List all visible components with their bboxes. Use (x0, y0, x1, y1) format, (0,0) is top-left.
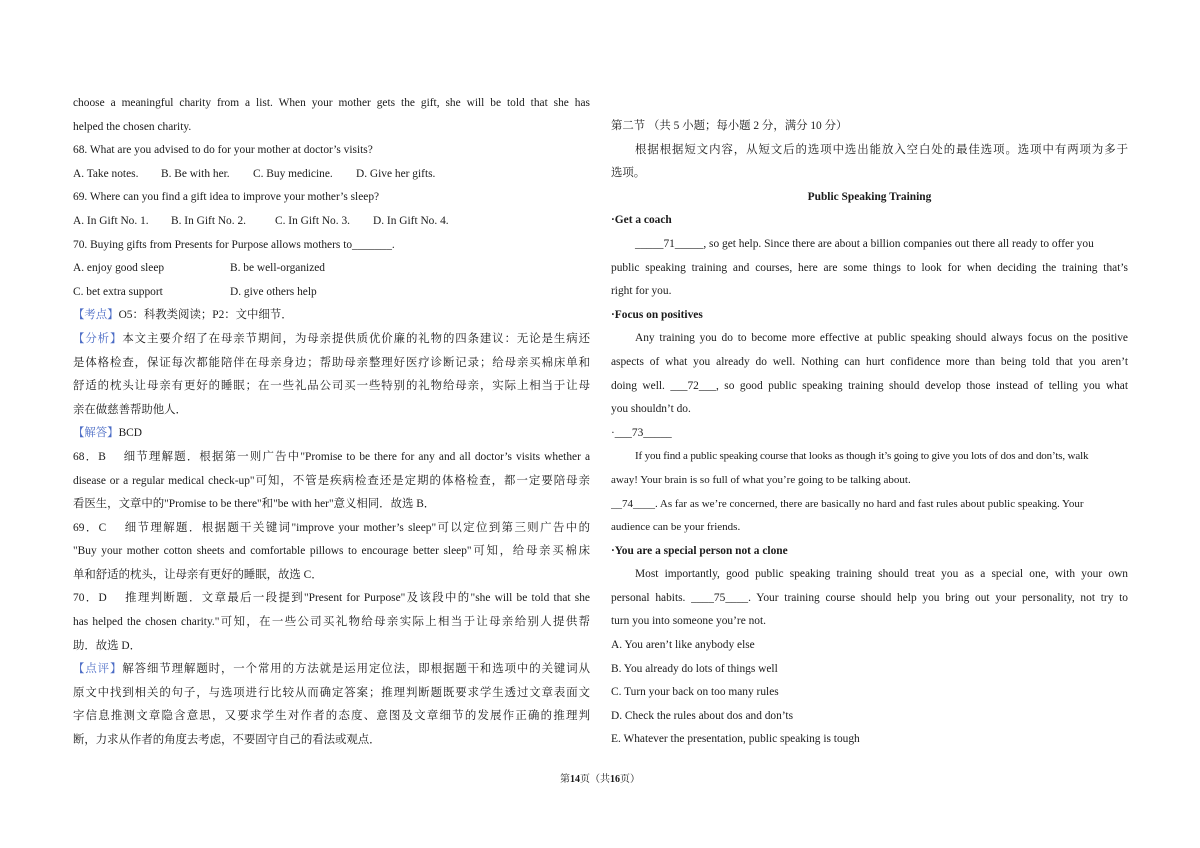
answer-69-line-3: 单和舒适的枕头，让母亲有更好的睡眠，故选 C． (73, 568, 323, 581)
instructions-line-1: 根据根据短文内容，从短文后的选项中选出能放入空白处的最佳选项。选项中有两项为多于 (635, 143, 1128, 156)
answer-68-line-2: disease or a regular medical check-up"可知，不管是疾病检查还是定期的体格检查，都一定要陪母亲 (73, 474, 590, 487)
question-69-options (73, 210, 590, 234)
footer-total-pages: 16 (610, 774, 620, 785)
dianping-text-1: 解答细节理解题时，一个常用的方法就是运用定位法，即根据题干和选项中的关键词从 (122, 663, 590, 676)
answer-69-line-1: 69．C 细节理解题．根据题干关键词"improve your mother’s sleep"可以定位到第三则广告中的 (73, 521, 590, 534)
jieda-tag: 【解答】 (73, 427, 119, 440)
paragraph-2-line-4: you shouldn’t do. (611, 403, 691, 416)
paragraph-2-text-post: , so good public speaking training should develop those instead of telling you what (715, 379, 1128, 392)
passage-tail-line-2: helped the chosen charity. (73, 120, 192, 133)
question-68: 68. What are you advised to do for your mother at doctor’s visits? (73, 144, 373, 157)
section-heading: 第二节 （共 5 小题；每小题 2 分，满分 10 分） (611, 120, 848, 132)
dianping-line-2: 原文中找到相关的句子，与选项进行比较从而确定答案；推理判断题既要求学生透过文章表面文 (73, 686, 590, 699)
paragraph-4-line-1 (611, 493, 1128, 517)
q68-option-d: D. Give her gifts. (356, 167, 436, 180)
fenxi-line-4: 亲在做慈善帮助他人． (73, 403, 187, 416)
q69-option-d: D. In Gift No. 4. (373, 214, 449, 227)
answer-68-line-1: 68．B 细节理解题．根据第一则广告中"Promise to be there for any and all doctor’s visits whether a (73, 450, 590, 463)
heading-blank-73: ·___73_____ (611, 426, 672, 439)
fenxi-tag: 【分析】 (73, 332, 123, 345)
paragraph-5-text-post: . Your training course should help you bring out your personality, not try to (748, 591, 1128, 604)
question-70-options-row-2 (73, 281, 590, 305)
paragraph-2-line-2: aspects of what you already do well. Nothing can hurt confidence more than being told that you aren’t (611, 355, 1128, 368)
paragraph-1-line-3: right for you. (611, 285, 672, 298)
q69-option-c: C. In Gift No. 3. (275, 214, 350, 227)
q70-option-a: A. enjoy good sleep (73, 262, 165, 275)
q70-option-d: D. give others help (230, 285, 317, 298)
left-column (73, 92, 590, 753)
paragraph-5-line-3: turn you into someone you’re not. (611, 615, 767, 628)
paragraph-1-line-1 (611, 233, 1128, 257)
footer-post: 页） (620, 774, 640, 785)
heading-get-a-coach: ·Get a coach (611, 214, 672, 227)
q68-option-c: C. Buy medicine. (253, 167, 333, 180)
paragraph-2-line-1: Any training you do to become more effective at public speaking should always focus on the positive (635, 332, 1128, 345)
option-b: B. You already do lots of things well (611, 662, 778, 675)
paragraph-5-line-2 (611, 587, 1128, 611)
blank-72: ___72___ (670, 379, 716, 392)
question-70-options-row-1 (73, 257, 590, 281)
right-column (611, 115, 1128, 752)
paragraph-1-text-a: , so get help. Since there are about a billion companies out there all ready to offer you (703, 237, 1094, 250)
dianping-line-1 (73, 658, 590, 682)
footer-mid: 页（共 (580, 774, 610, 785)
answer-70-line-1: 70．D 推理判断题．文章最后一段提到"Present for Purpose"及该段中的"she will be told that she (73, 592, 590, 605)
dianping-tag: 【点评】 (73, 663, 123, 676)
paragraph-5-line-1: Most importantly, good public speaking training should treat you as a special one, with your own (635, 568, 1128, 581)
q68-option-b: B. Be with her. (161, 167, 230, 180)
answer-69-line-2: "Buy your mother cotton sheets and comfortable pillows to encourage better sleep"可知，给母亲买棉床 (73, 545, 590, 558)
footer-pre: 第 (560, 774, 570, 785)
passage-title: Public Speaking Training (807, 190, 932, 203)
blank-74: __74____ (611, 497, 655, 510)
q69-option-b: B. In Gift No. 2. (171, 214, 246, 227)
question-68-options (73, 163, 590, 187)
paragraph-2-text-pre: doing well. (611, 379, 671, 392)
q70-option-b: B. be well-organized (230, 262, 325, 275)
paragraph-3-line-2: away! Your brain is so full of what you’re going to be talking about. (611, 473, 911, 486)
kaodian-tag: 【考点】 (73, 309, 119, 322)
question-70: 70. Buying gifts from Presents for Purpose allows mothers to_______. (73, 238, 395, 251)
q70-option-c: C. bet extra support (73, 285, 163, 298)
jieda-line (73, 422, 590, 446)
q68-option-a: A. Take notes. (73, 167, 139, 180)
option-a: A. You aren’t like anybody else (611, 639, 755, 652)
heading-special-person: ·You are a special person not a clone (611, 544, 788, 557)
heading-focus-on-positives: ·Focus on positives (611, 308, 703, 321)
fenxi-line-2: 是体格检查，保证每次都能陪伴在母亲身边；帮助母亲整理好医疗诊断记录；给母亲买棉床单和 (73, 356, 590, 369)
paragraph-3-line-1: If you find a public speaking course that looks as though it’s going to give you lots of dos and don’ts, walk (635, 450, 1089, 463)
passage-tail-line-1: choose a meaningful charity from a list. When your mother gets the gift, she will be told that she has (73, 97, 590, 109)
page-footer (0, 770, 1200, 785)
dianping-line-4: 断，力求从作者的角度去考虑，不要固守自己的看法或观点． (73, 734, 381, 747)
answer-70-line-3: 助．故选 D． (73, 639, 142, 652)
answer-70-line-2: has helped the chosen charity."可知，在一些公司买礼物给母亲实际上相当于让母亲给别人提供帮 (73, 616, 590, 629)
option-e: E. Whatever the presentation, public speaking is tough (611, 733, 860, 746)
option-c: C. Turn your back on too many rules (611, 686, 779, 699)
fenxi-line-1 (73, 328, 590, 352)
paragraph-2-line-3 (611, 375, 1128, 399)
answer-68-line-3: 看医生，文章中的"Promise to be there"和"be with her"意义相同．故选 B． (73, 498, 436, 511)
kaodian-line (73, 304, 590, 328)
q69-option-a: A. In Gift No. 1. (73, 214, 149, 227)
fenxi-line-3: 舒适的枕头让母亲有更好的睡眠；在一些礼品公司买一些特别的礼物给母亲，实际上相当于让母 (73, 380, 590, 393)
jieda-text: BCD (118, 427, 142, 440)
fenxi-text-1: 本文主要介绍了在母亲节期间，为母亲提供质优价廉的礼物的四条建议：无论是生病还 (122, 332, 590, 345)
footer-page-number: 14 (570, 774, 580, 785)
paragraph-4-line-2: audience can be your friends. (611, 521, 741, 534)
paragraph-4-text-a: . As far as we’re concerned, there are basically no hard and fast rules about public speaking. Your (655, 497, 1084, 510)
instructions-line-2: 选项。 (611, 167, 646, 180)
blank-75: ____75____ (691, 591, 749, 604)
dianping-line-3: 字信息推测文章隐含意思，又要求学生对作者的态度、意图及文章细节的发展作正确的推理判 (73, 710, 590, 723)
kaodian-text: O5：科教类阅读；P2：文中细节． (118, 309, 293, 322)
paragraph-5-text-pre: personal habits. (611, 591, 692, 604)
blank-71: _____71_____ (635, 237, 704, 250)
option-d: D. Check the rules about dos and don’ts (611, 709, 794, 722)
paragraph-1-line-2: public speaking training and courses, here are some things to look for when deciding the training that’s (611, 261, 1128, 274)
question-69: 69. Where can you find a gift idea to improve your mother’s sleep? (73, 191, 380, 204)
